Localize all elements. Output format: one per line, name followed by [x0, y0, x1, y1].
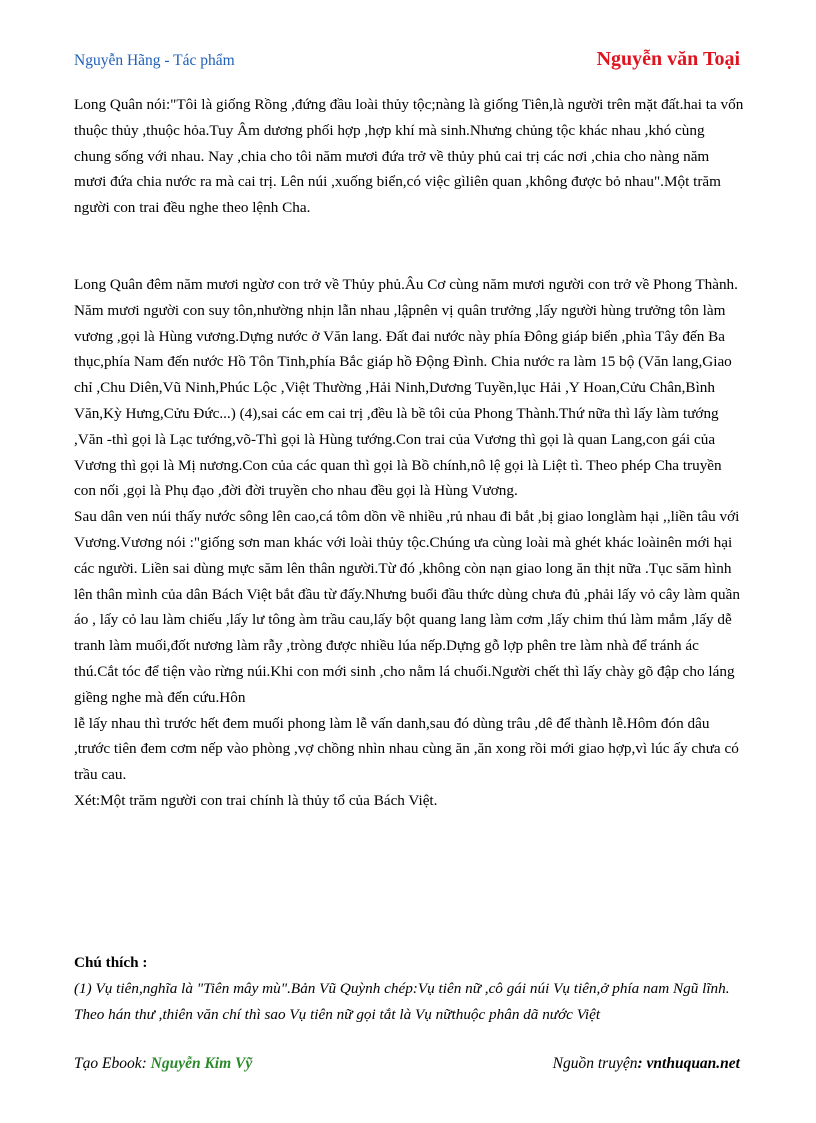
paragraph-gap	[74, 221, 744, 272]
paragraph-3a: Sau dân ven núi thấy nước sông lên cao,cá tôm dồn về nhiều ,rủ nhau đi bắt ,bị giao longlàm hại ,,liền tâu với Vương.Vương nói :"giống sơn man khác với loài thủy tộc.Chúng ưa cùng loài mà ghét khác loàinên mới hại các người. Liền sai dùng mực săm lên thân người.Từ đó ,không còn nạn giao long ăn thịt nữa .Tục săm hình lên thân mình của dân Bách Việt bắt đầu từ đấy.Nhưng buổi đầu thức dùng chưa đủ ,phải lấy vỏ cây làm quần áo , lấy cỏ lau làm chiếu ,lấy lư tông àm trầu cau,lấy bột quang lang làm cơm ,lấy chim thú làm mắm ,lấy dễ tranh làm muối,đốt nương làm rẫy ,tròng được nhiều lúa nếp.Dựng gỗ lợp phên tre làm nhà để tránh ác thú.Cắt tóc để tiện vào rừng núi.Khi con mới sinh ,cho nằm lá chuối.Người chết thì lấy chày gõ đập cho láng giềng nghe mà đến cứu.Hôn	[74, 508, 740, 706]
paragraph-1: Long Quân nói:"Tôi là giống Rồng ,đứng đầu loài thủy tộc;nàng là giống Tiên,là người trên mặt đất.hai ta vốn thuộc thủy ,thuộc hỏa.Tuy Âm dương phối hợp ,hợp khí mà sinh.Nhưng chủng tộc khác nhau ,khó cùng chung sống với nhau. Nay ,chia cho tôi năm mươi đứa trở về thủy phủ cai trị các nơi ,chia cho nàng năm mươi đứa chia nước ra mà cai trị. Lên núi ,xuống biển,có việc gìliên quan ,không được bỏ nhau".Một trăm người con trai đều nghe theo lệnh Cha.	[74, 96, 744, 217]
footer-source-sep: :	[637, 1055, 647, 1072]
footer-ebook-author: Nguyễn Kim Vỹ	[150, 1055, 253, 1072]
footer-source-credit	[553, 1055, 740, 1073]
paragraph-3b: lễ lấy nhau thì trước hết đem muối phong làm lễ vấn danh,sau đó dùng trâu ,dê để thành lễ.Hôm đón dâu ,trước tiên đem cơm nếp vào phòng ,vợ chồng nhìn nhau cùng ăn ,ăn xong rồi mới giao hợp,vì lúc ấy chưa có trầu cau.	[74, 714, 739, 784]
header-author: Nguyễn văn Toại	[596, 48, 740, 70]
footer-ebook-label: Tạo Ebook	[74, 1055, 142, 1072]
notes-title: Chú thích :	[74, 954, 148, 971]
footer-ebook-sep: :	[141, 1055, 151, 1072]
main-text	[74, 92, 744, 814]
footer-source-label: Nguồn truyện	[552, 1055, 638, 1072]
notes-text: (1) Vụ tiên,nghĩa là "Tiên mây mù".Bản Vũ Quỳnh chép:Vụ tiên nữ ,cô gái núi Vụ tiên,ở phía nam Ngũ lĩnh. Theo hán thư ,thiên văn chí thì sao Vụ tiên nữ gọi tắt là Vụ nữthuộc phân dã nước Việt	[74, 979, 730, 1023]
notes-section	[74, 950, 744, 1027]
footer-source-site: vnthuquan.net	[646, 1055, 740, 1072]
paragraph-4: Xét:Một trăm người con trai chính là thủy tổ của Bách Việt.	[74, 791, 438, 809]
footer-ebook-credit	[74, 1055, 252, 1073]
header-book-title: Nguyễn Hãng - Tác phẩm	[74, 52, 235, 69]
paragraph-2: Long Quân đêm năm mươi ngừơ con trở về Thủy phủ.Âu Cơ cùng năm mươi người con trở về Phong Thành. Năm mươi người con suy tôn,nhường nhịn lẫn nhau ,lậpnên vị quân trưởng ,lấy người hùng trưởng tôn làm vương ,gọi là Hùng vương.Dựng nước ở Văn lang. Đất đai nước này phía Đông giáp biển ,phìa Tây đến Ba thục,phía Nam đến nước Hồ Tôn Tinh,phía Bắc giáp hồ Động Đình. Chia nước ra làm 15 bộ (Văn lang,Giao chỉ ,Chu Diên,Vũ Ninh,Phúc Lộc ,Việt Thường ,Hải Ninh,Dương Tuyền,lục Hải ,Y Hoan,Cửu Chân,Bình Văn,Kỳ Hưng,Cửu Đức...) (4),sai các em cai trị ,đều là bề tôi của Phong Thành.Thứ nữa thì lấy làm tướng ,Văn -thì gọi là Lạc tướng,võ-Thì gọi là Hùng tướng.Con trai của Vương thì gọi là quan Lang,con gái của Vương thì gọi là Mị nương.Con của các quan thì gọi là Bồ chính,nô lệ gọi là Liệt tì. Theo phép Cha truyền con nối ,gọi là Phụ đạo ,đời đời truyền cho nhau đều gọi là Hùng Vương.	[74, 275, 738, 500]
